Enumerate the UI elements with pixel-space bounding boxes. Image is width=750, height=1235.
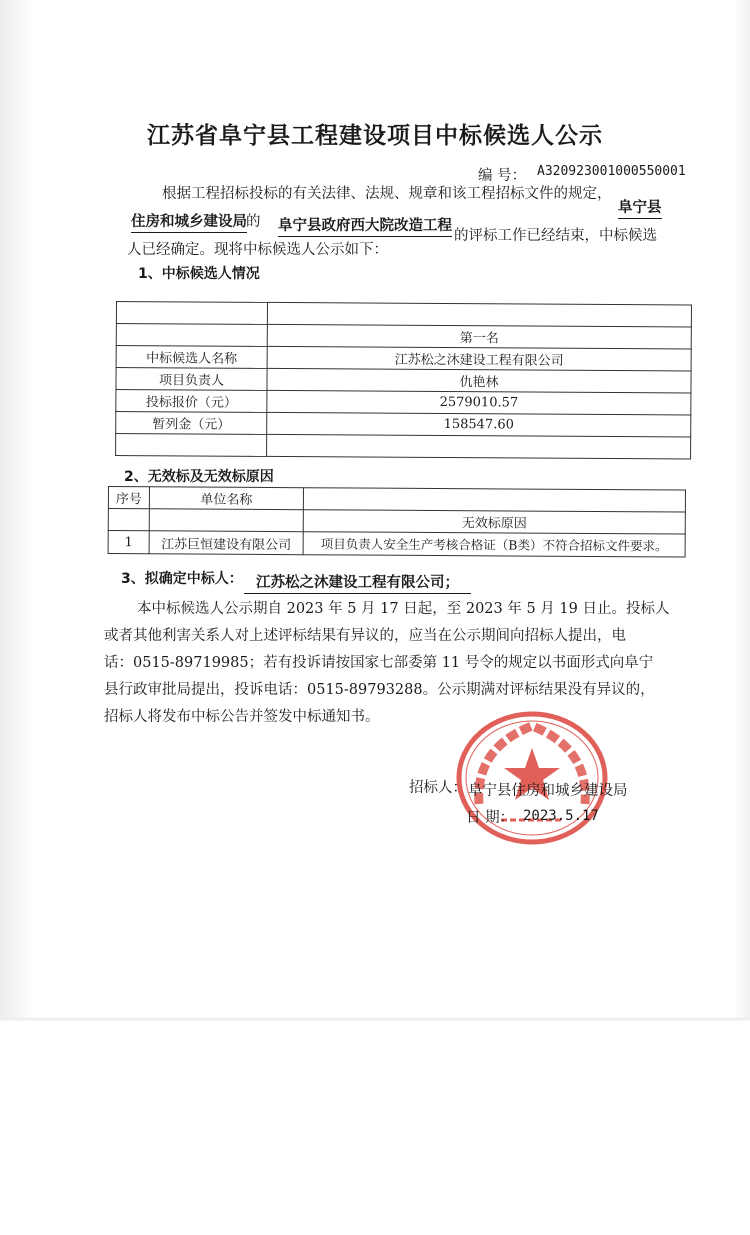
row-value: 158547.60 — [267, 412, 691, 437]
rank-header: 第一名 — [267, 324, 691, 349]
col-header-name: 单位名称 — [149, 487, 303, 510]
row-label: 项目负责人 — [116, 368, 267, 391]
invalid-bid-table — [108, 486, 686, 558]
intro-tenderer-part1: 阜宁县 — [618, 196, 662, 219]
date-value: 2023.5.17 — [523, 808, 599, 824]
candidate-table — [115, 301, 692, 460]
col-header-reason: 无效标原因 — [303, 510, 685, 534]
number-label: 编 号： — [478, 168, 527, 184]
row-label: 投标报价（元） — [116, 390, 267, 413]
notice-line-1: 本中标候选人公示期自 2023 年 5 月 17 日起，至 2023 年 5 月 19 日止。投标人 — [137, 601, 670, 617]
scan-bottom-edge — [0, 1018, 750, 1022]
intro-line-1: 根据工程招标投标的有关法律、法规、规章和该工程招标文件的规定， — [162, 186, 612, 202]
table-row — [116, 434, 691, 460]
row-reason: 项目负责人安全生产考核合格证（B类）不符合招标文件要求。 — [303, 532, 685, 557]
row-value: 仇艳林 — [267, 368, 691, 393]
official-seal — [453, 708, 611, 848]
section1-heading: 1、中标候选人情况 — [138, 266, 260, 282]
row-label: 暂列金（元） — [116, 412, 267, 435]
intro-de: 的 — [246, 214, 261, 230]
notice-line-4: 县行政审批局提出，投诉电话：0515-89793288。公示期满对评标结果没有异议的， — [104, 682, 655, 698]
intro-tenderer-part2: 住房和城乡建设局 — [131, 210, 247, 233]
notice-line-3: 话：0515-89719985；若有投诉请按国家七部委第 11 号令的规定以书面形式向阜宁 — [104, 655, 654, 671]
row-label: 中标候选人名称 — [116, 346, 267, 369]
col-header-no: 序号 — [108, 487, 149, 509]
row-name: 江苏巨恒建设有限公司 — [149, 531, 303, 555]
row-value: 2579010.57 — [267, 390, 691, 415]
notice-line-2: 或者其他利害关系人对上述评标结果有异议的，应当在公示期间向招标人提出，电 — [104, 628, 626, 644]
document-title: 江苏省阜宁县工程建设项目中标候选人公示 — [147, 123, 603, 149]
date-label: 日 期： — [466, 810, 515, 826]
table-row — [108, 531, 685, 558]
intro-project-name: 阜宁县政府西大院改造工程 — [278, 214, 452, 237]
row-value: 江苏松之沐建设工程有限公司 — [267, 346, 691, 371]
tenderer-value: 阜宁县住房和城乡建设局 — [468, 783, 628, 799]
intro-line-2: 的评标工作已经结束，中标候选 — [454, 228, 657, 244]
intro-line-3: 人已经确定。现将中标候选人公示如下： — [127, 242, 388, 258]
scan-shadow-left — [0, 0, 34, 1022]
section3-heading: 3、拟确定中标人： — [121, 571, 243, 587]
tenderer-label: 招标人： — [409, 780, 467, 796]
winner-name: 江苏松之沐建设工程有限公司； — [244, 571, 471, 594]
scan-shadow-right — [734, 0, 750, 1022]
row-no: 1 — [108, 531, 149, 554]
section2-heading: 2、无效标及无效标原因 — [124, 469, 274, 485]
notice-line-5: 招标人将发布中标公告并签发中标通知书。 — [104, 709, 380, 725]
number-value: A3209230010005500​01 — [537, 164, 686, 179]
